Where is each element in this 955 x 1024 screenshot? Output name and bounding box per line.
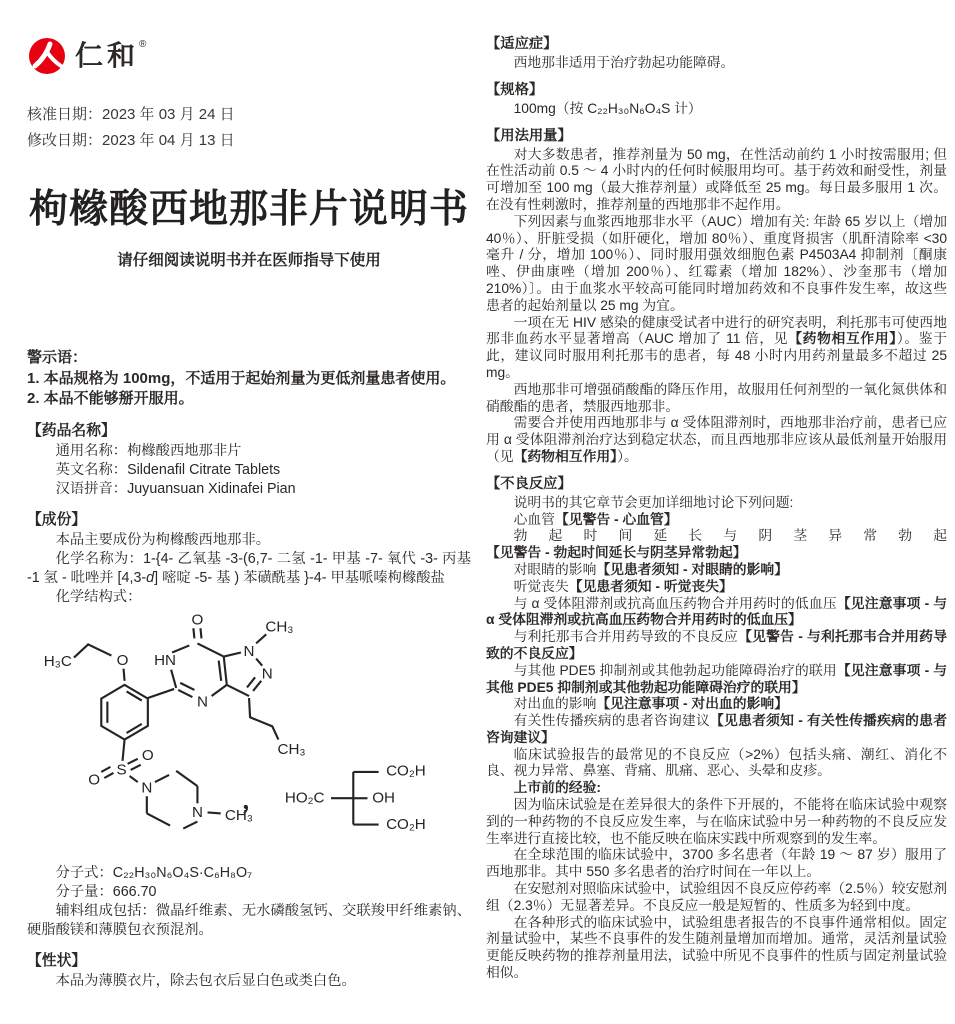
paragraph: 因为临床试验是在差异很大的条件下开展的，不能将在临床试验中观察到的一种药物的不良反应发生率，与在临床试验中另一种药物的不良反应发生率进行直接比较，也不能反映在临床实践中所观察到的发生率。 [486, 797, 947, 846]
section-heading: 【性状】 [27, 952, 87, 969]
warning-block [27, 348, 471, 410]
brand-name: 仁和 [75, 39, 140, 72]
paragraph: 本品主要成份为枸橼酸西地那非。 [55, 531, 271, 548]
paragraph: 一项在无 HIV 感染的健康受试者中进行的研究表明，利托那韦可使西地那非血药水平显著增高（AUC 增加了 11 倍，见【药物相互作用】）。鉴于此，建议同时服用利托那韦的患者，每 48 小时内用药剂量最多不超过 25 mg。 [486, 314, 948, 380]
section-dosage [486, 125, 947, 466]
atom-o-sulfonyl-1: O [141, 746, 154, 764]
cross-reference: 与 α 受体阻滞剂或抗高血压药物合并用药时的低血压【见注意事项 - 与 α 受体阻滞剂或抗高血压药物合并用药时的低血压】 [486, 595, 947, 628]
atom-oh: OH [372, 789, 396, 807]
cross-reference: 与其他 PDE5 抑制剂或其他勃起功能障碍治疗的联用【见注意事项 - 与其他 PDE5 抑制剂或其他勃起功能障碍治疗的联用】 [486, 662, 947, 695]
section-adverse-reactions [486, 473, 947, 982]
formula-value: C₂₂H₃₀N₆O₄S·C₆H₈O₇ [112, 864, 253, 881]
chemical-name: 化学名称为：1-{4- 乙氧基 -3-(6,7- 二氢 -1- 甲基 -7- 氧代 -3- 丙基 -1 氢 - 吡唑并 [4,3-d] 嘧啶 -5- 基 ) 苯磺酰基 }-4- 甲基哌嗪枸橼酸盐 [27, 550, 471, 586]
formula-label: 分子式： [55, 864, 113, 881]
atom-n-pyrazole-2: N [261, 664, 273, 682]
section-heading: 【用法用量】 [486, 127, 572, 144]
molecular-weight-line [27, 883, 471, 902]
section-heading: 【成份】 [27, 511, 87, 528]
molecular-formula-line [27, 864, 471, 883]
atom-n-pyrazole-1: N [243, 642, 255, 660]
atom-ch3-propyl: CH₃ [277, 740, 306, 758]
paragraph: 在各种形式的临床试验中，试验组患者报告的不良事件通常相似。固定剂量试验中，某些不良事件的发生随剂量增加而增加。通常，灵活剂量试验更能反映药物的推荐剂量用法，试验中所见不良事件的性质与固定剂量试验相似。 [486, 914, 947, 981]
brand [27, 36, 471, 82]
renhe-logo-icon [27, 36, 69, 78]
paragraph: 在全球范围的临床试验中，3700 多名患者（年龄 19 ～ 87 岁）服用了西地那非。其中 550 多名患者的治疗时间在一年以上。 [486, 847, 947, 880]
warning-heading: 警示语： [27, 349, 88, 366]
section-heading: 【不良反应】 [486, 475, 572, 492]
paragraph: 100mg（按 C₂₂H₃₀N₆O₄S 计） [513, 100, 702, 116]
date-block [27, 102, 471, 154]
atom-ho2c: HO₂C [284, 789, 325, 807]
atom-s-sulfonyl: S [116, 760, 127, 778]
weight-label: 分子量： [55, 883, 113, 900]
atom-o-ethoxy: O [116, 651, 129, 669]
paragraph: 对大多数患者，推荐剂量为 50 mg，在性活动前约 1 小时按需服用; 但在性活动前 0.5 ～ 4 小时内的任何时候服用均可。基于药效和耐受性，剂量可增加至 100 mg（最大推荐剂量）或降低至 25 mg。每日最多服用 1 次。在没有性刺激时，推荐剂量的西地那非不起作用。 [486, 146, 947, 212]
generic-name-line: 通用名称：枸橼酸西地那非片 [55, 442, 242, 459]
atom-o-sulfonyl-2: O [88, 771, 101, 789]
warning-item: 2. 本品不能够掰开服用。 [27, 390, 194, 407]
atom-co2h-top: CO₂H [386, 761, 426, 779]
cross-reference: 对出血的影响【见注意事项 - 对出血的影响】 [513, 696, 788, 712]
revision-date-label: 修改日期： [27, 132, 103, 149]
salt-comma: ， [241, 786, 267, 814]
section-heading: 【药品名称】 [27, 422, 116, 439]
approval-date-label: 核准日期： [27, 106, 103, 123]
section-specification [486, 79, 947, 118]
english-name-line: 英文名称：Sildenafil Citrate Tablets [55, 461, 281, 478]
left-column [27, 0, 471, 991]
registered-mark: ® [139, 39, 147, 50]
revision-date [27, 128, 471, 154]
paragraph: 说明书的其它章节会更加详细地讨论下列问题: [513, 494, 794, 510]
atom-hn: HN [154, 651, 177, 669]
atom-co2h-bottom: CO₂H [386, 815, 426, 833]
cross-reference: 勃起时间延长与阴茎异常勃起【见警告 - 勃起时间延长与阴茎异常勃起】 [486, 528, 947, 561]
section-composition [27, 508, 471, 940]
approval-date-value: 2023 年 03 月 24 日 [102, 106, 235, 123]
atom-h3c-ethoxy: H₃C [43, 652, 72, 670]
cross-reference: 对眼睛的影响【见患者须知 - 对眼睛的影响】 [513, 561, 788, 577]
paragraph: 西地那非可增强硝酸酯的降压作用，故服用任何剂型的一氧化氮供体和硝酸酯的患者，禁服西地那非。 [486, 381, 947, 414]
section-heading: 【适应症】 [486, 36, 558, 52]
pinyin-name-line: 汉语拼音：Juyuansuan Xidinafei Pian [55, 480, 296, 497]
section-properties [27, 949, 471, 991]
excipients-line: 辅料组成包括：微晶纤维素、无水磷酸氢钙、交联羧甲纤维素钠、硬脂酸镁和薄膜包衣预混剂。 [27, 902, 471, 938]
paragraph: 需要合并使用西地那非与 α 受体阻滞剂时，西地那非治疗前，患者已应用 α 受体阻滞剂治疗达到稳定状态，而且西地那非应该从最低剂量开始服用（见【药物相互作用】）。 [486, 415, 947, 464]
cross-reference: 心血管【见警告 - 心血管】 [513, 511, 678, 527]
paragraph: 下列因素与血浆西地那非水平（AUC）增加有关: 年龄 65 岁以上（增加 40％）、肝脏受损（如肝硬化，增加 80％）、重度肾损害（肌酐清除率 <30 毫升 / 分，增加 100％）、同时服用强效细胞色素 P4503A4 抑制剂〔酮康唑、伊曲康唑（增加 200％）、红霉素（增加 182%）、沙奎那韦（增加 210%）〕。由于血浆水平较高可能同时增加药效和不良事件发生率，故这些患者的起始剂量以 25 mg 为宜。 [486, 213, 947, 313]
section-heading: 【规格】 [486, 81, 544, 98]
atom-ch3-pyrazole: CH₃ [265, 618, 294, 636]
atom-n-piperazine-2: N [191, 803, 203, 821]
structure-caption: 化学结构式： [55, 588, 142, 605]
cross-reference: 听觉丧失【见患者须知 - 听觉丧失】 [513, 578, 733, 594]
warning-item: 1. 本品规格为 100mg，不适用于起始剂量为更低剂量患者使用。 [27, 369, 456, 387]
subtitle: 请仔细阅读说明书并在医师指导下使用 [117, 252, 381, 269]
cross-reference: 有关性传播疾病的患者咨询建议【见患者须知 - 有关性传播疾病的患者咨询建议】 [486, 713, 948, 745]
right-column [486, 0, 947, 982]
atom-o-carbonyl: O [191, 611, 204, 629]
approval-date [27, 102, 471, 128]
section-drug-name [27, 419, 471, 499]
atom-n-piperazine-1: N [141, 779, 153, 797]
paragraph: 西地那非适用于治疗勃起功能障碍。 [513, 55, 735, 70]
page-title: 枸橼酸西地那非片说明书 [28, 188, 469, 231]
section-indications [486, 33, 947, 72]
atom-n-pyrimidine: N [197, 693, 208, 711]
revision-date-value: 2023 年 04 月 13 日 [102, 132, 235, 149]
paragraph: 在安慰剂对照临床试验中，试验组因不良反应停药率（2.5％）较安慰剂组（2.3％）无显著差异。不良反应一般是短暂的、性质多为轻到中度。 [486, 881, 947, 913]
paragraph: 临床试验报告的最常见的不良反应（>2%）包括头痛、潮红、消化不良、视力异常、鼻塞、背痛、肌痛、恶心、头晕和皮疹。 [486, 746, 947, 779]
paragraph: 本品为薄膜衣片，除去包衣后显白色或类白色。 [55, 972, 356, 989]
atom-ch3-piperazine: CH₃ [224, 806, 253, 824]
weight-value: 666.70 [112, 883, 157, 900]
chemical-structure-diagram [27, 610, 471, 862]
cross-reference: 与利托那韦合并用药导致的不良反应【见警告 - 与利托那韦合并用药导致的不良反应】 [486, 629, 947, 661]
sildenafil-citrate-structure [27, 610, 463, 862]
subsection-heading: 上市前的经验: [513, 780, 601, 796]
